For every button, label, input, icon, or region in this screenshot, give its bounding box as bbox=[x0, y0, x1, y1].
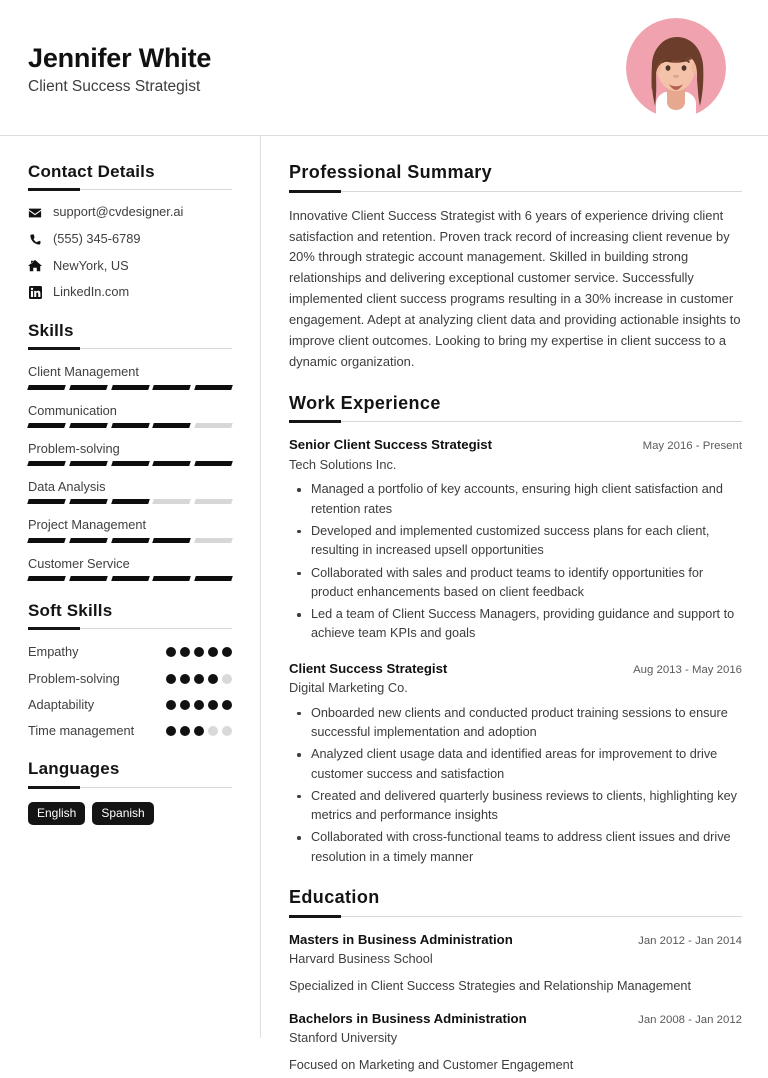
skill-item bbox=[28, 440, 232, 466]
skill-label: Project Management bbox=[28, 517, 147, 533]
sidebar-column bbox=[0, 136, 260, 1078]
section-heading: Skills bbox=[28, 320, 74, 340]
section-education bbox=[289, 887, 742, 1075]
section-professional-summary bbox=[289, 162, 742, 373]
skill-level-bar bbox=[28, 385, 232, 390]
date-range: Aug 2013 - May 2016 bbox=[633, 663, 742, 676]
responsibility-item: Analyzed client usage data and identified areas for improvement to drive customer success and satisfaction bbox=[289, 745, 742, 784]
full-name: Jennifer White bbox=[28, 42, 212, 73]
rating-dot bbox=[208, 647, 218, 657]
school-name: Stanford University bbox=[289, 1030, 398, 1046]
home-icon bbox=[28, 259, 42, 273]
responsibility-item: Created and delivered quarterly business reviews to clients, highlighting key metrics and performance insights bbox=[289, 787, 742, 826]
skill-bar-segment bbox=[153, 461, 191, 466]
section-soft-skills bbox=[28, 601, 232, 739]
contact-list bbox=[28, 204, 232, 301]
rating-dot bbox=[194, 674, 204, 684]
contact-value: NewYork, US bbox=[53, 257, 129, 273]
date-range: Jan 2012 - Jan 2014 bbox=[638, 934, 742, 947]
skill-bar-segment bbox=[111, 461, 149, 466]
soft-skill-rating bbox=[166, 670, 232, 684]
skill-level-bar bbox=[28, 576, 232, 581]
rating-dot bbox=[166, 726, 176, 736]
skill-bar-segment bbox=[153, 423, 191, 428]
soft-skill-rating bbox=[166, 643, 232, 657]
job-title: Client Success Strategist bbox=[28, 77, 201, 95]
job-title-text: Client Success Strategist bbox=[289, 660, 448, 676]
skill-bar-segment bbox=[69, 576, 107, 581]
skill-bar-segment bbox=[153, 499, 191, 504]
header-identity bbox=[28, 39, 211, 97]
skill-label: Customer Service bbox=[28, 555, 130, 571]
skill-bar-segment bbox=[27, 499, 65, 504]
skill-bar-segment bbox=[27, 385, 65, 390]
rating-dot bbox=[222, 726, 232, 736]
skill-bar-segment bbox=[69, 461, 107, 466]
entry-header bbox=[289, 1010, 742, 1028]
resume-body bbox=[0, 136, 768, 1078]
skill-level-bar bbox=[28, 423, 232, 428]
skill-bar-segment bbox=[111, 576, 149, 581]
school-name: Harvard Business School bbox=[289, 951, 433, 967]
languages-list bbox=[28, 802, 232, 825]
skill-bar-segment bbox=[69, 499, 107, 504]
company-name: Digital Marketing Co. bbox=[289, 680, 408, 696]
experience-list bbox=[289, 436, 742, 867]
heading-rule bbox=[289, 421, 742, 422]
skill-item bbox=[28, 402, 232, 428]
resume-header bbox=[0, 0, 768, 136]
skill-label: Client Management bbox=[28, 364, 139, 380]
responsibility-list bbox=[289, 704, 742, 867]
contact-item-location[interactable] bbox=[28, 258, 232, 275]
main-column bbox=[261, 136, 768, 1078]
skill-level-bar bbox=[28, 499, 232, 504]
experience-entry bbox=[289, 660, 742, 867]
soft-skill-rating bbox=[166, 696, 232, 710]
heading-rule bbox=[289, 916, 742, 917]
skill-bar-segment bbox=[69, 385, 107, 390]
section-heading: Education bbox=[289, 887, 380, 908]
heading-rule bbox=[289, 191, 742, 192]
rating-dot bbox=[194, 700, 204, 710]
heading-rule bbox=[28, 787, 232, 788]
entry-header bbox=[289, 660, 742, 678]
skill-bar-segment bbox=[111, 538, 149, 543]
skill-item bbox=[28, 478, 232, 504]
rating-dot bbox=[180, 674, 190, 684]
skill-level-bar bbox=[28, 538, 232, 543]
soft-skill-item bbox=[28, 722, 232, 739]
skill-bar-segment bbox=[194, 423, 232, 428]
skill-bar-segment bbox=[194, 576, 232, 581]
skill-bar-segment bbox=[194, 461, 232, 466]
language-badge: English bbox=[28, 802, 85, 825]
skill-bar-segment bbox=[69, 538, 107, 543]
language-badge: Spanish bbox=[92, 802, 153, 825]
profile-photo-icon bbox=[626, 18, 726, 118]
skill-bar-segment bbox=[27, 538, 65, 543]
skill-bar-segment bbox=[153, 538, 191, 543]
skill-bar-segment bbox=[27, 461, 65, 466]
skill-bar-segment bbox=[153, 385, 191, 390]
contact-item-email[interactable] bbox=[28, 204, 232, 221]
date-range: May 2016 - Present bbox=[642, 440, 742, 453]
rating-dot bbox=[194, 647, 204, 657]
contact-item-linkedin[interactable] bbox=[28, 284, 232, 301]
degree-name: Masters in Business Administration bbox=[289, 931, 513, 947]
rating-dot bbox=[180, 726, 190, 736]
section-heading: Contact Details bbox=[28, 162, 155, 181]
avatar bbox=[626, 18, 726, 118]
heading-rule bbox=[28, 189, 232, 190]
soft-skill-item bbox=[28, 696, 232, 713]
soft-skill-item bbox=[28, 670, 232, 687]
skill-bar-segment bbox=[153, 576, 191, 581]
education-entry bbox=[289, 1010, 742, 1075]
section-heading: Soft Skills bbox=[28, 600, 113, 620]
job-title-text: Senior Client Success Strategist bbox=[289, 437, 493, 453]
education-description: Focused on Marketing and Customer Engagement bbox=[289, 1057, 574, 1072]
skill-bar-segment bbox=[111, 385, 149, 390]
section-skills bbox=[28, 321, 232, 581]
section-work-experience bbox=[289, 393, 742, 867]
rating-dot bbox=[166, 700, 176, 710]
entry-header bbox=[289, 931, 742, 949]
education-list bbox=[289, 931, 742, 1075]
section-languages bbox=[28, 759, 232, 825]
phone-icon bbox=[28, 232, 42, 246]
soft-skill-rating bbox=[166, 722, 232, 736]
entry-header bbox=[289, 436, 742, 454]
rating-dot bbox=[180, 647, 190, 657]
skill-item bbox=[28, 516, 232, 542]
soft-skill-item bbox=[28, 643, 232, 660]
skill-label: Communication bbox=[28, 402, 117, 418]
section-heading: Professional Summary bbox=[289, 162, 493, 182]
soft-skills-list bbox=[28, 643, 232, 739]
skill-bar-segment bbox=[111, 423, 149, 428]
summary-text: Innovative Client Success Strategist with 6 years of experience driving client satisfaction and retention. Proven track record of increasing client revenue by 20% through strategic account management. Skilled in building strong relationships and delivering exceptional customer service. Successfully implemented client success programs resulting in a 30% increase in customer engagement. Adept at analyzing client data and providing actionable insights to improve client outcomes. Looking to bring my expertise in client success to a dynamic organization. bbox=[289, 207, 741, 369]
education-entry bbox=[289, 931, 742, 996]
experience-entry bbox=[289, 436, 742, 643]
skill-bar-segment bbox=[69, 423, 107, 428]
rating-dot bbox=[208, 674, 218, 684]
skill-label: Problem-solving bbox=[28, 440, 120, 456]
skills-list bbox=[28, 363, 232, 581]
skill-level-bar bbox=[28, 461, 232, 466]
envelope-icon bbox=[28, 206, 42, 220]
skill-bar-segment bbox=[27, 576, 65, 581]
heading-rule bbox=[28, 348, 232, 349]
education-description: Specialized in Client Success Strategies and Relationship Management bbox=[289, 978, 691, 993]
skill-bar-segment bbox=[194, 499, 232, 504]
rating-dot bbox=[166, 647, 176, 657]
skill-bar-segment bbox=[111, 499, 149, 504]
contact-item-phone[interactable] bbox=[28, 231, 232, 248]
soft-skill-label: Empathy bbox=[28, 644, 79, 660]
linkedin-icon bbox=[28, 286, 42, 300]
responsibility-item: Collaborated with sales and product teams to identify opportunities for product enhancements based on client feedback bbox=[289, 564, 742, 603]
section-heading: Work Experience bbox=[289, 392, 441, 413]
rating-dot bbox=[222, 674, 232, 684]
skill-bar-segment bbox=[27, 423, 65, 428]
soft-skill-label: Time management bbox=[28, 723, 135, 739]
skill-item bbox=[28, 555, 232, 581]
responsibility-item: Led a team of Client Success Managers, providing guidance and support to achieve team KPIs and goals bbox=[289, 605, 742, 644]
rating-dot bbox=[166, 674, 176, 684]
contact-value: LinkedIn.com bbox=[53, 284, 130, 300]
rating-dot bbox=[222, 700, 232, 710]
contact-value: support@cvdesigner.ai bbox=[53, 204, 184, 220]
skill-bar-segment bbox=[194, 385, 232, 390]
responsibility-list bbox=[289, 480, 742, 643]
skill-label: Data Analysis bbox=[28, 479, 106, 495]
soft-skill-label: Adaptability bbox=[28, 696, 95, 712]
rating-dot bbox=[180, 700, 190, 710]
company-name: Tech Solutions Inc. bbox=[289, 456, 397, 472]
heading-rule bbox=[28, 628, 232, 629]
responsibility-item: Onboarded new clients and conducted product training sessions to ensure successful implementation and adoption bbox=[289, 704, 742, 743]
rating-dot bbox=[222, 647, 232, 657]
rating-dot bbox=[208, 726, 218, 736]
rating-dot bbox=[194, 726, 204, 736]
skill-item bbox=[28, 363, 232, 389]
rating-dot bbox=[208, 700, 218, 710]
degree-name: Bachelors in Business Administration bbox=[289, 1010, 527, 1026]
responsibility-item: Collaborated with cross-functional teams to address client issues and drive resolution in a timely manner bbox=[289, 828, 742, 867]
date-range: Jan 2008 - Jan 2012 bbox=[638, 1013, 742, 1026]
soft-skill-label: Problem-solving bbox=[28, 670, 120, 686]
contact-value: (555) 345-6789 bbox=[53, 231, 141, 247]
section-heading: Languages bbox=[28, 759, 120, 779]
section-contact-details bbox=[28, 162, 232, 301]
responsibility-item: Managed a portfolio of key accounts, ensuring high client satisfaction and retention rates bbox=[289, 480, 742, 519]
skill-bar-segment bbox=[194, 538, 232, 543]
responsibility-item: Developed and implemented customized success plans for each client, resulting in increased upsell opportunities bbox=[289, 522, 742, 561]
